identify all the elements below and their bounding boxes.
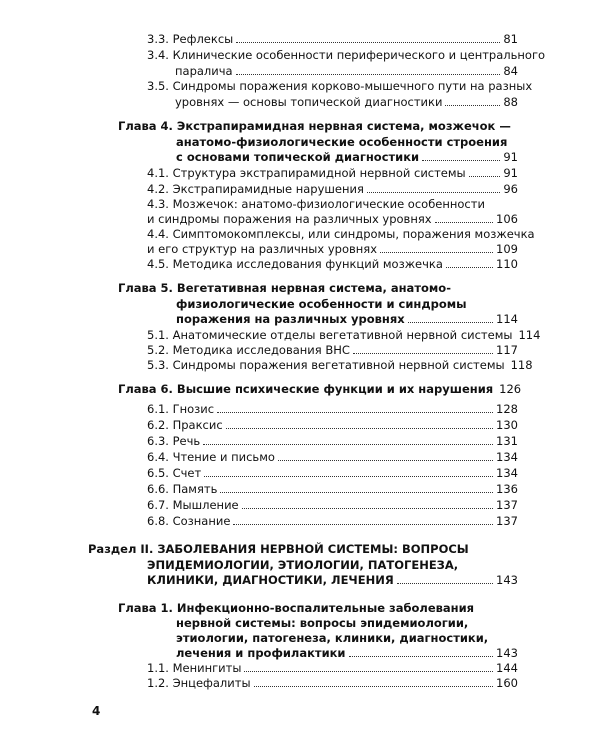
toc-page-number: 137 [496,514,518,528]
toc-entry-title: и синдромы поражения на различных уровнях [147,212,432,226]
toc-entry-title: 5.2. Методика исследования ВНС [147,343,350,357]
toc-page-number: 131 [496,434,518,448]
toc-entry-6-8[interactable] [147,515,518,528]
toc-entry-1-2[interactable] [147,677,518,690]
toc-entry-title: 6.3. Речь [147,434,201,448]
toc-page-number: 81 [503,32,518,46]
dot-leader [408,322,493,323]
dot-leader [278,460,493,461]
toc-entry-title: 6.2. Праксис [147,418,223,432]
dot-leader [244,671,493,672]
toc-entry-6-4[interactable] [147,451,518,464]
toc-entry-3-4-line1: 3.4. Клинические особенности периферического и центрального [147,48,546,62]
page-number: 4 [92,704,101,718]
toc-page-number: 114 [496,312,518,326]
toc-page-number: 134 [496,466,518,480]
toc-entry-title: лечения и профилактики [176,646,346,660]
chapter-1-heading-line1: Глава 1. Инфекционно-воспалительные заболевания [118,601,475,615]
toc-entry-title: и его структур на различных уровнях [147,242,377,256]
toc-entry-3-3[interactable] [147,33,518,46]
toc-section-2[interactable] [147,574,518,587]
toc-entry-title: 6.1. Гнозис [147,402,215,416]
chapter-5-heading-line1: Глава 5. Вегетативная нервная система, анатомо- [118,281,451,295]
toc-entry-6-7[interactable] [147,499,518,512]
toc-chapter-6[interactable] [118,382,522,396]
toc-entry-title: Глава 6. Высшие психические функции и их нарушения [118,382,494,396]
toc-entry-title: 6.7. Мышление [147,498,239,512]
toc-page-number: 114 [518,328,541,342]
section-2-heading-line2: ЭПИДЕМИОЛОГИИ, ЭТИОЛОГИИ, ПАТОГЕНЕЗА, [147,558,459,572]
toc-page-number: 91 [503,150,518,164]
toc-page-number: 143 [496,646,518,660]
toc-entry-6-5[interactable] [147,467,518,480]
toc-entry-title: 3.3. Рефлексы [147,32,234,46]
toc-entry-title: 5.1. Анатомические отделы вегетативной нервной системы [147,328,513,342]
toc-entry-4-2[interactable] [147,183,518,196]
dot-leader [469,176,501,177]
toc-page-number: 110 [496,257,518,271]
chapter-4-heading-line1: Глава 4. Экстрапирамидная нервная система, мозжечок — [118,119,511,133]
dot-leader [353,353,493,354]
toc-entry-title: КЛИНИКИ, ДИАГНОСТИКИ, ЛЕЧЕНИЯ [147,573,394,587]
toc-entry-6-1[interactable] [147,403,518,416]
dot-leader [446,267,493,268]
toc-page-number: 144 [496,661,518,675]
toc-entry-3-5-line1: 3.5. Синдромы поражения корково-мышечного пути на разных [147,79,533,93]
toc-page-number: 134 [496,450,518,464]
toc-entry-title: уровнях — основы топической диагностики [175,95,443,109]
toc-entry-title: 1.2. Энцефалиты [147,676,251,690]
dot-leader [236,42,500,43]
toc-entry-4-3-line1: 4.3. Мозжечок: анатомо-физиологические особенности [147,197,485,211]
toc-page-number: 84 [503,64,518,78]
dot-leader [226,428,493,429]
toc-page-number: 96 [503,182,518,196]
toc-page-number: 130 [496,418,518,432]
toc-page-number: 91 [503,166,518,180]
toc-entry-title: 1.1. Менингиты [147,661,242,675]
toc-entry-5-2[interactable] [147,344,518,357]
chapter-5-heading-line2: физиологические особенности и синдромы [176,297,467,311]
dot-leader [380,252,493,253]
section-2-heading-line1: Раздел II. ЗАБОЛЕВАНИЯ НЕРВНОЙ СИСТЕМЫ: ВОПРОСЫ [88,542,469,556]
toc-page-number: 137 [496,498,518,512]
toc-entry-title: 4.2. Экстрапирамидные нарушения [147,182,364,196]
dot-leader [220,492,493,493]
toc-entry-4-5[interactable] [147,258,518,271]
toc-entry-title: 4.1. Структура экстрапирамидной нервной системы [147,166,466,180]
dot-leader [236,74,501,75]
dot-leader [233,524,493,525]
toc-entry-4-1[interactable] [147,167,518,180]
toc-page-number: 143 [496,573,518,587]
toc-chapter-5[interactable] [176,313,518,326]
toc-page-number: 126 [499,382,522,396]
toc-entry-title: 6.6. Память [147,482,218,496]
toc-entry-6-3[interactable] [147,435,518,448]
toc-page-number: 118 [510,358,533,372]
dot-leader [217,412,493,413]
toc-entry-title: 6.8. Сознание [147,514,231,528]
toc-page-number: 117 [496,343,518,357]
toc-entry-3-5[interactable] [175,96,518,109]
toc-entry-4-3[interactable] [147,213,518,226]
dot-leader [204,476,493,477]
toc-entry-title: 6.4. Чтение и письмо [147,450,275,464]
toc-page-number: 88 [503,95,518,109]
toc-entry-title: 6.5. Счет [147,466,202,480]
toc-entry-title: 4.5. Методика исследования функций мозжечка [147,257,443,271]
toc-page-number: 136 [496,482,518,496]
dot-leader [397,583,493,584]
dot-leader [242,508,493,509]
toc-entry-3-4[interactable] [175,65,518,78]
toc-entry-title: 5.3. Синдромы поражения вегетативной нервной системы [147,358,505,372]
toc-chapter-1[interactable] [176,647,518,660]
dot-leader [203,444,493,445]
toc-entry-title: паралича [175,64,233,78]
dot-leader [435,222,493,223]
toc-entry-title: с основами топической диагностики [176,150,420,164]
chapter-1-heading-line3: этиологии, патогенеза, клиники, диагностики, [176,631,489,645]
dot-leader [349,656,494,657]
dot-leader [254,686,494,687]
dot-leader [367,192,500,193]
toc-page-number: 128 [496,402,518,416]
toc-page-number: 106 [496,212,518,226]
toc-entry-1-1[interactable] [147,662,518,675]
toc-entry-6-6[interactable] [147,483,518,496]
toc-entry-4-4-line1: 4.4. Симптомокомплексы, или синдромы, поражения мозжечка [147,227,535,241]
chapter-4-heading-line2: анатомо-физиологические особенности строения [176,135,508,149]
toc-page-number: 160 [496,676,518,690]
chapter-1-heading-line2: нервной системы: вопросы эпидемиологии, [176,616,469,630]
toc-entry-title: поражения на различных уровнях [176,312,405,326]
toc-entry-5-3[interactable] [147,358,533,372]
toc-page-number: 109 [496,242,518,256]
toc-entry-4-4[interactable] [147,243,518,256]
toc-entry-6-2[interactable] [147,419,518,432]
dot-leader [445,105,500,106]
toc-chapter-4[interactable] [176,151,518,164]
toc-entry-5-1[interactable] [147,328,541,342]
dot-leader [422,160,500,161]
